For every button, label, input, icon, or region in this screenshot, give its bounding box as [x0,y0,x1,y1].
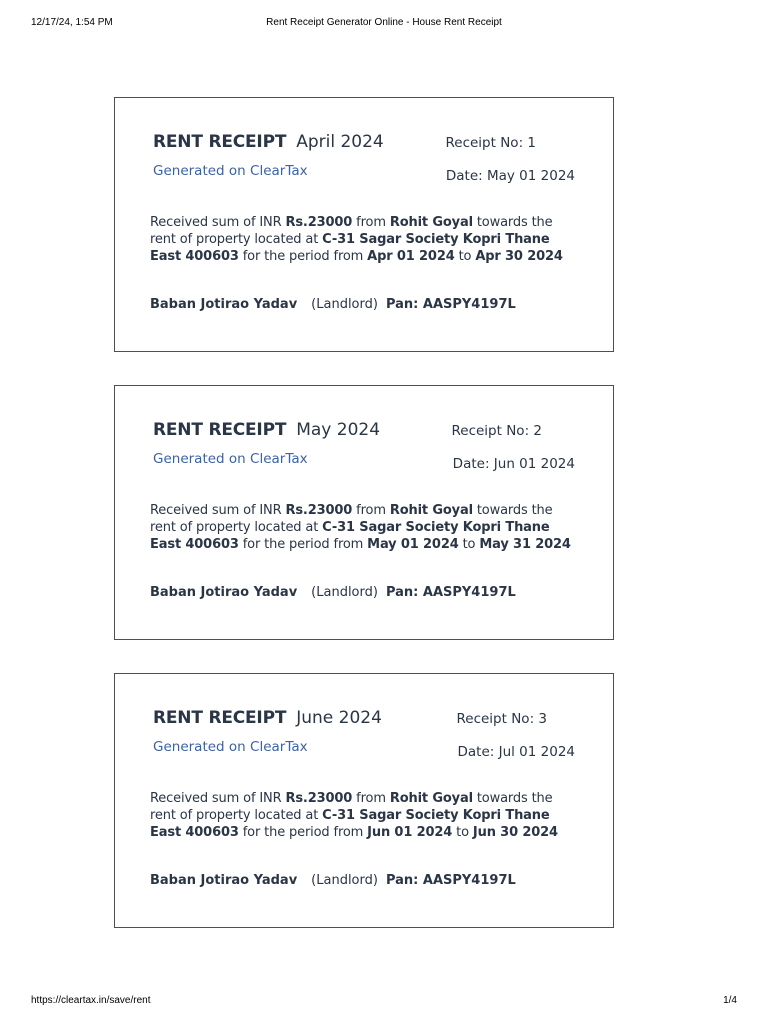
receipt-title [153,132,384,152]
received-prefix: Received sum of INR [150,791,286,806]
landlord-role: (Landlord) [311,585,378,600]
landlord-signature-line [150,873,516,888]
receipt-month: June 2024 [296,708,382,728]
property-address: C-31 Sagar Society Kopri Thane East 400603 [150,808,550,840]
landlord-role: (Landlord) [311,297,378,312]
landlord-name: Baban Jotirao Yadav [150,297,298,312]
generated-on-label: Generated on ClearTax [153,163,308,179]
rent-amount: Rs.23000 [285,215,353,230]
tenant-name: Rohit Goyal [389,215,473,230]
receipt-number: Receipt No: 1 [445,135,536,151]
landlord-name: Baban Jotirao Yadav [150,873,298,888]
property-address: C-31 Sagar Society Kopri Thane East 400603 [150,232,550,264]
receipt-date: Date: May 01 2024 [445,168,575,184]
receipt-date: Date: Jul 01 2024 [457,744,575,760]
landlord-pan: Pan: AASPY4197L [385,873,516,888]
period-from: Apr 01 2024 [367,249,455,264]
landlord-role: (Landlord) [311,873,378,888]
landlord-signature-line [150,297,516,312]
property-address: C-31 Sagar Society Kopri Thane East 400603 [150,520,550,552]
receipt-body-text [150,502,582,553]
receipt-title [153,420,380,440]
receipt-month: May 2024 [296,420,381,440]
tenant-name: Rohit Goyal [389,791,473,806]
rent-amount: Rs.23000 [285,503,353,518]
from-word: from [352,215,390,230]
from-word: from [352,503,390,518]
landlord-name: Baban Jotirao Yadav [150,585,298,600]
towards-text: towards the rent of property located at [150,791,553,823]
receipt-body-text [150,214,582,265]
receipt-date: Date: Jun 01 2024 [452,456,575,472]
print-footer [0,995,768,1009]
period-text: for the period from [238,249,368,264]
period-to: Apr 30 2024 [475,249,563,264]
towards-text: towards the rent of property located at [150,503,553,535]
print-header [0,17,768,31]
receipt-number: Receipt No: 2 [451,423,542,439]
rent-receipt-card [114,97,614,352]
receipt-heading: RENT RECEIPT [153,420,287,440]
tenant-name: Rohit Goyal [389,503,473,518]
received-prefix: Received sum of INR [150,215,286,230]
to-word: to [458,537,480,552]
print-page-title: Rent Receipt Generator Online - House Rent Receipt [266,17,502,28]
rent-receipt-card [114,385,614,640]
landlord-pan: Pan: AASPY4197L [385,297,516,312]
period-from: Jun 01 2024 [367,825,453,840]
period-to: May 31 2024 [479,537,571,552]
receipt-heading: RENT RECEIPT [153,708,287,728]
period-to: Jun 30 2024 [472,825,558,840]
rent-amount: Rs.23000 [285,791,353,806]
to-word: to [452,825,473,840]
receipt-title [153,708,382,728]
print-datetime: 12/17/24, 1:54 PM [31,17,113,28]
period-from: May 01 2024 [367,537,459,552]
received-prefix: Received sum of INR [150,503,286,518]
receipt-heading: RENT RECEIPT [153,132,287,152]
receipt-body-text [150,790,582,841]
print-url: https://cleartax.in/save/rent [31,995,151,1006]
generated-on-label: Generated on ClearTax [153,451,308,467]
receipt-number: Receipt No: 3 [456,711,547,727]
to-word: to [454,249,476,264]
landlord-pan: Pan: AASPY4197L [385,585,516,600]
landlord-signature-line [150,585,516,600]
generated-on-label: Generated on ClearTax [153,739,308,755]
period-text: for the period from [238,537,368,552]
rent-receipt-card [114,673,614,928]
towards-text: towards the rent of property located at [150,215,553,247]
receipt-month: April 2024 [296,132,384,152]
print-page-number: 1/4 [723,995,737,1006]
from-word: from [352,791,390,806]
period-text: for the period from [238,825,368,840]
